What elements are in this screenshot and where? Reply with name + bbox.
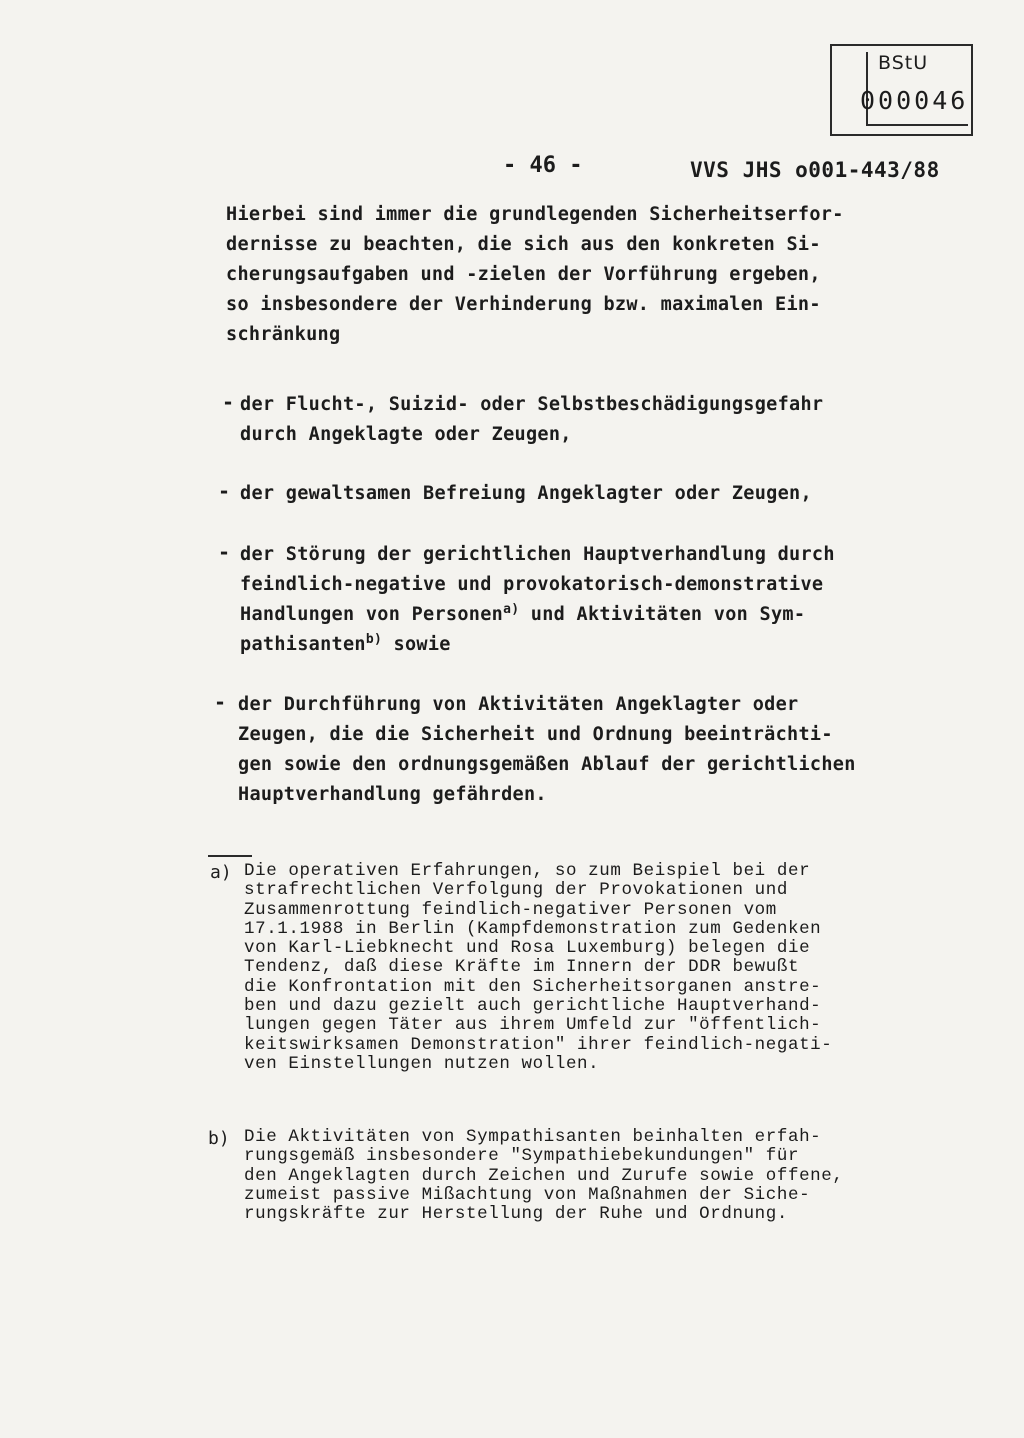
list-item-line [240, 630, 835, 660]
footnote-line: keitswirksamen Demonstration" ihrer feindlich-negati- [244, 1034, 833, 1055]
list-item-line [240, 600, 835, 630]
list-dash: - [218, 540, 231, 564]
intro-paragraph [226, 200, 844, 350]
list-item-line: der Durchführung von Aktivitäten Angeklagter oder [238, 694, 799, 715]
stamp-org: BStU [878, 52, 929, 74]
list-item-violent-release [240, 479, 812, 509]
footnote-ref-b: b) [365, 631, 383, 647]
footnote-mark-b: b) [208, 1128, 230, 1149]
list-item-disruption [240, 540, 835, 660]
intro-line: cherungsaufgaben und -zielen der Vorführung ergeben, [226, 264, 821, 285]
footnote-line: Die operativen Erfahrungen, so zum Beispiel bei der [244, 861, 811, 881]
footnote-line: Die Aktivitäten von Sympathisanten beinhalten erfah- [244, 1127, 822, 1147]
list-item-activities [238, 690, 856, 810]
stamp-number: 000046 [860, 86, 969, 115]
footnote-line: ben und dazu gezielt auch gerichtliche Hauptverhand- [244, 996, 822, 1017]
footnote-a [244, 862, 832, 1074]
footnote-line: von Karl-Liebknecht und Rosa Luxemburg) belegen die [244, 938, 811, 959]
footnote-mark-a: a) [210, 862, 232, 883]
footnote-line: die Konfrontation mit den Sicherheitsorganen anstre- [244, 976, 822, 997]
footnote-line: 17.1.1988 in Berlin (Kampfdemonstration zum Gedenken [244, 918, 822, 939]
document-reference: VVS JHS o001-443/88 [690, 158, 940, 182]
list-item-line: Hauptverhandlung gefährden. [238, 784, 547, 805]
intro-line: schränkung [226, 324, 341, 345]
list-item-text: pathisanten [240, 634, 366, 655]
list-item-line: der Störung der gerichtlichen Hauptverhandlung durch [240, 544, 835, 565]
intro-line: so insbesondere der Verhinderung bzw. maximalen Ein- [226, 294, 821, 315]
footnote-line: strafrechtlichen Verfolgung der Provokationen und [244, 880, 788, 901]
footnote-b [244, 1128, 844, 1224]
footnote-line: zumeist passive Mißachtung von Maßnahmen der Siche- [244, 1184, 811, 1205]
footnote-rule [208, 855, 252, 857]
list-dash: - [222, 390, 235, 414]
list-item-line: der gewaltsamen Befreiung Angeklagter oder Zeugen, [240, 483, 812, 504]
list-dash: - [214, 690, 227, 714]
footnote-line: rungsgemäß insbesondere "Sympathiebekundungen" für [244, 1146, 800, 1167]
page-number: - 46 - [503, 153, 583, 178]
list-item-text: Handlungen von Personen [240, 604, 504, 625]
list-item-line: feindlich-negative und provokatorisch-demonstrative [240, 574, 824, 595]
intro-line: dernisse zu beachten, die sich aus den konkreten Si- [226, 234, 821, 255]
footnote-line: Zusammenrottung feindlich-negativer Personen vom [244, 899, 777, 920]
list-dash: - [218, 479, 231, 503]
intro-line: Hierbei sind immer die grundlegenden Sicherheitserfor- [226, 204, 844, 225]
list-item-line: gen sowie den ordnungsgemäßen Ablauf der gerichtlichen [238, 754, 856, 775]
list-item-text: und Aktivitäten von Sym- [519, 604, 806, 625]
list-item-line: Zeugen, die die Sicherheit und Ordnung beeinträchti- [238, 724, 833, 745]
list-item-line: der Flucht-, Suizid- oder Selbstbeschädigungsgefahr [240, 394, 824, 415]
list-item-line: durch Angeklagte oder Zeugen, [240, 424, 572, 445]
footnote-line: den Angeklagten durch Zeichen und Zurufe sowie offene, [244, 1165, 844, 1186]
footnote-line: rungskräfte zur Herstellung der Ruhe und Ordnung. [244, 1204, 788, 1225]
list-item-text: sowie [382, 634, 451, 655]
footnote-line: lungen gegen Täter aus ihrem Umfeld zur "öffentlich- [244, 1015, 822, 1036]
footnote-line: Tendenz, daß diese Kräfte im Innern der DDR bewußt [244, 957, 800, 978]
footnote-ref-a: a) [503, 601, 520, 617]
list-item-flight-risk [240, 390, 823, 450]
footnote-line: ven Einstellungen nutzen wollen. [244, 1053, 600, 1074]
